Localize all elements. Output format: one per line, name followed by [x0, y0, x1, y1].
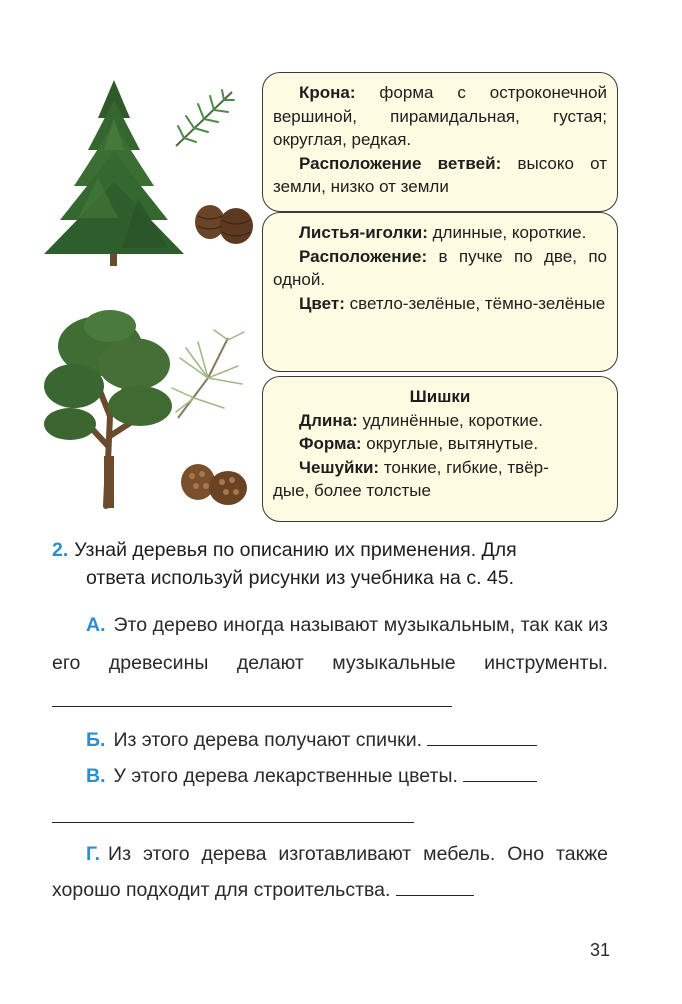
- spruce-tree-image: [38, 78, 190, 270]
- spruce-branch-image: [172, 86, 238, 150]
- question-a: [52, 606, 608, 720]
- answer-blank-d[interactable]: [396, 877, 474, 896]
- needles-description-box: [262, 212, 618, 372]
- task-heading: [52, 536, 612, 592]
- needle-color-text: Цвет: светло-зелёные, тёмно-зелёные: [299, 293, 606, 313]
- answer-blank-a[interactable]: [52, 688, 452, 707]
- question-b-label: Б.: [86, 729, 106, 751]
- cone-scales-text: Чешуйки: тонкие, гибкие, твёр-: [299, 457, 549, 477]
- question-c-text: У этого дерева лекарственные цветы.: [113, 765, 458, 787]
- question-a-text: Это дерево иногда называют музыкальным, так как из его древесины делают музыкальные инструменты.: [52, 614, 608, 674]
- pine-branch-image: [168, 328, 246, 424]
- question-d-label: Г.: [86, 843, 101, 865]
- answer-blank-c-line-2[interactable]: [52, 822, 414, 823]
- answer-blank-b[interactable]: [427, 727, 537, 746]
- cone-shape-text: Форма: округлые, вытянутые.: [299, 434, 539, 453]
- question-d: [52, 836, 608, 908]
- task-line-2: ответа используй рисунки из учебника на с. 45.: [86, 567, 515, 589]
- question-a-label: А.: [86, 614, 106, 636]
- pine-tree-image: [40, 306, 182, 512]
- cone-scales-text-cont: дые, более толстые: [273, 481, 431, 500]
- cone-length-text: Длина: удлинённые, короткие.: [299, 410, 543, 430]
- pine-cones-image: [176, 458, 250, 508]
- cones-description-box: [262, 376, 618, 522]
- question-b: [52, 722, 608, 758]
- cones-title: Шишки: [409, 387, 471, 406]
- question-c-label: В.: [86, 765, 106, 787]
- branch-placement-text: Расположение ветвей: высоко от земли, низко от земли: [273, 153, 607, 196]
- answer-blank-c[interactable]: [463, 763, 537, 782]
- needle-placement-text: Расположение: в пучке по две, по одной.: [273, 246, 607, 289]
- question-b-text: Из этого дерева получают спички.: [113, 729, 423, 751]
- task-line-1: Узнай деревья по описанию их применения. Для: [74, 539, 517, 561]
- crown-description-box: [262, 72, 618, 212]
- task-number: 2.: [52, 539, 69, 561]
- needle-length-text: Листья-иголки: длинные, короткие.: [299, 223, 587, 242]
- question-d-text: Из этого дерева изготавливают мебель. Оно также хорошо подходит для строительства.: [52, 843, 608, 901]
- page-number: 31: [589, 940, 610, 960]
- crown-shape-text: Крона: форма с остроконечной вершиной, пирамидальная, густая; округлая, редкая.: [273, 83, 607, 149]
- question-c: [52, 758, 608, 794]
- spruce-cones-image: [190, 200, 256, 246]
